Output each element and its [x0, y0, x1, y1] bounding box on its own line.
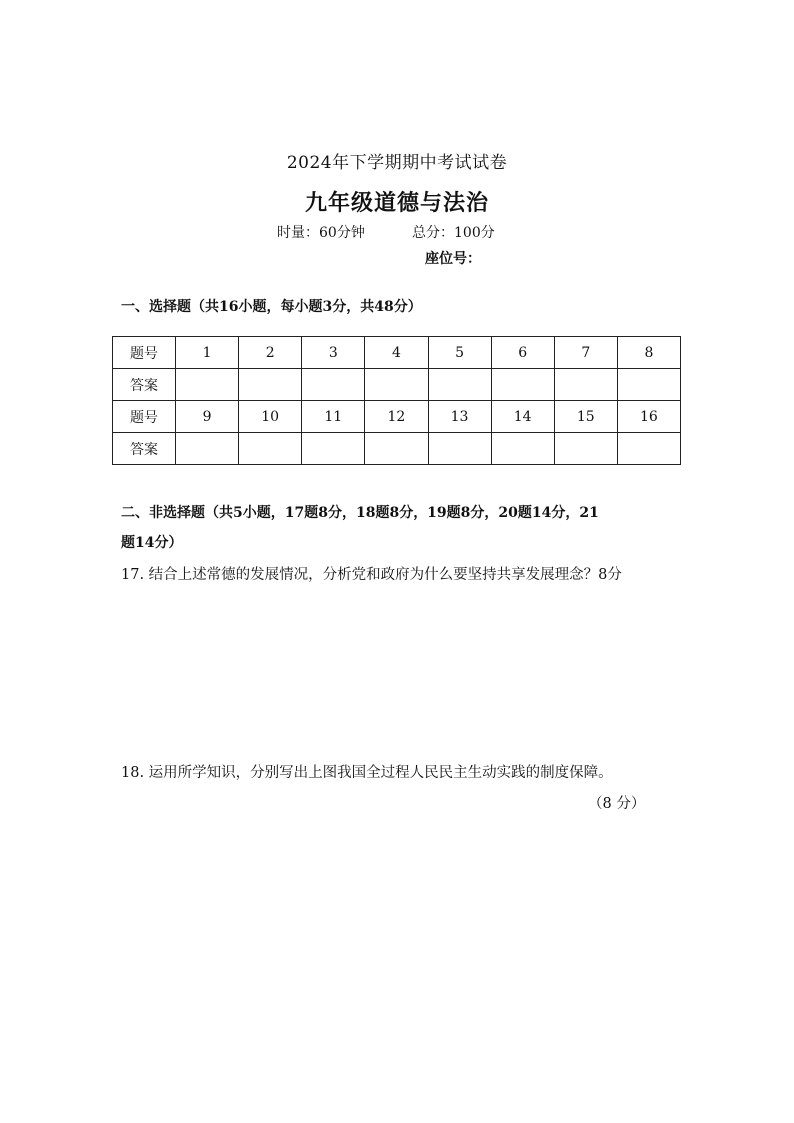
exam-title: 2024年下学期期中考试试卷 [286, 153, 508, 173]
question-number-cell: 16 [617, 401, 680, 433]
answer-cell[interactable] [176, 433, 239, 465]
question-number-cell: 1 [176, 337, 239, 369]
table-row-answers-2 [113, 433, 681, 465]
table-row-answers-1 [113, 369, 681, 401]
row-label-number: 题号 [113, 401, 176, 433]
question-number-cell: 6 [491, 337, 554, 369]
question-number-cell: 3 [302, 337, 365, 369]
question-number-cell: 8 [617, 337, 680, 369]
question-number-cell: 5 [428, 337, 491, 369]
answer-cell[interactable] [365, 369, 428, 401]
answer-cell[interactable] [239, 369, 302, 401]
question-number-cell: 13 [428, 401, 491, 433]
question-number-cell: 2 [239, 337, 302, 369]
answer-cell[interactable] [365, 433, 428, 465]
section1-heading: 一、选择题（共16小题，每小题3分，共48分） [121, 299, 422, 315]
question-number-cell: 4 [365, 337, 428, 369]
answer-cell[interactable] [428, 433, 491, 465]
question-18: 18. 运用所学知识，分别写出上图我国全过程人民民主生动实践的制度保障。 [121, 765, 613, 781]
answer-cell[interactable] [302, 433, 365, 465]
question-18-points: （8 分） [588, 796, 646, 812]
answer-cell[interactable] [239, 433, 302, 465]
question-number-cell: 15 [554, 401, 617, 433]
question-number-cell: 9 [176, 401, 239, 433]
answer-cell[interactable] [428, 369, 491, 401]
answer-cell[interactable] [491, 433, 554, 465]
subject-title: 九年级道德与法治 [304, 190, 489, 216]
question-number-cell: 10 [239, 401, 302, 433]
answer-cell[interactable] [554, 369, 617, 401]
row-label-answer: 答案 [113, 369, 176, 401]
table-row-numbers-1 [113, 337, 681, 369]
seat-number-label: 座位号： [425, 251, 481, 267]
section2-heading-continued: 题14分） [121, 535, 183, 551]
answer-cell[interactable] [302, 369, 365, 401]
answer-table [112, 336, 681, 465]
row-label-answer: 答案 [113, 433, 176, 465]
answer-cell[interactable] [176, 369, 239, 401]
section2-heading: 二、非选择题（共5小题，17题8分，18题8分，19题8分，20题14分，21 [121, 505, 599, 521]
answer-cell[interactable] [554, 433, 617, 465]
table-row-numbers-2 [113, 401, 681, 433]
question-17: 17. 结合上述常德的发展情况，分析党和政府为什么要坚持共享发展理念？8分 [121, 567, 622, 583]
answer-cell[interactable] [617, 369, 680, 401]
question-number-cell: 11 [302, 401, 365, 433]
question-number-cell: 14 [491, 401, 554, 433]
answer-cell[interactable] [491, 369, 554, 401]
total-score: 总分：100分 [412, 225, 495, 241]
answer-cell[interactable] [617, 433, 680, 465]
question-number-cell: 7 [554, 337, 617, 369]
row-label-number: 题号 [113, 337, 176, 369]
question-number-cell: 12 [365, 401, 428, 433]
exam-duration: 时量：60分钟 [277, 225, 365, 241]
